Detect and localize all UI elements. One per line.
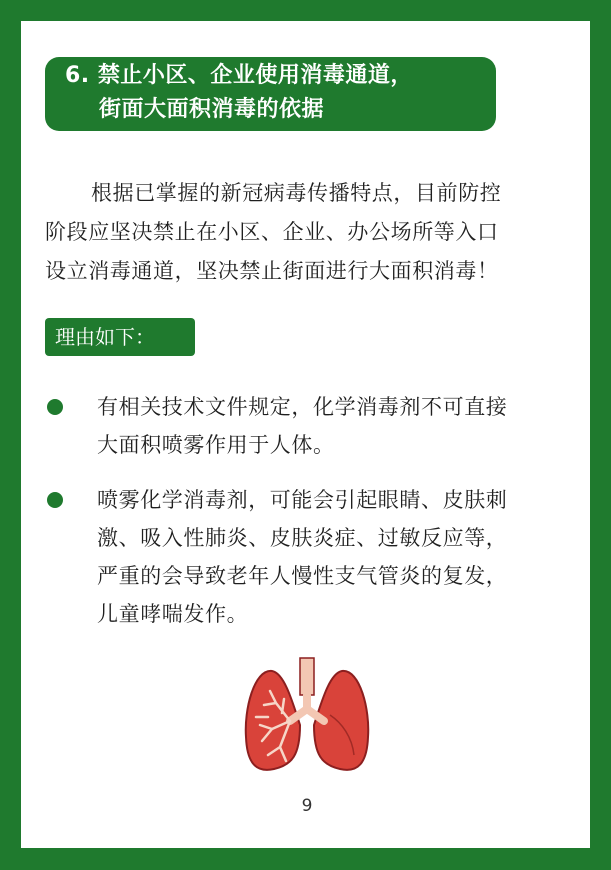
bullet-line: 有相关技术文件规定，化学消毒剂不可直接 [97, 395, 508, 419]
page-number: 9 [301, 796, 313, 816]
section-heading-line-2: 街面大面积消毒的依据 [99, 97, 325, 122]
section-heading-box [45, 57, 496, 131]
intro-line: 根据已掌握的新冠病毒传播特点，目前防控 [91, 181, 502, 205]
bullet-dot-icon [47, 399, 63, 415]
bullet-line: 激、吸入性肺炎、皮肤炎症、过敏反应等， [97, 526, 508, 550]
bullet-line: 大面积喷雾作用于人体。 [97, 433, 335, 457]
bullet-line: 严重的会导致老年人慢性支气管炎的复发， [97, 564, 508, 588]
section-heading-line-1: 6. 禁止小区、企业使用消毒通道， [65, 63, 413, 88]
bullet-item-1 [97, 388, 577, 464]
intro-line: 阶段应坚决禁止在小区、企业、办公场所等入口 [45, 220, 499, 244]
bullet-dot-icon [47, 492, 63, 508]
page-frame-right [590, 0, 611, 870]
page-frame-left [0, 0, 21, 870]
reasons-label: 理由如下： [45, 318, 195, 356]
intro-paragraph [45, 174, 575, 291]
bullet-line: 儿童哮喘发作。 [97, 602, 249, 626]
bullet-item-2 [97, 481, 577, 633]
bullet-line: 喷雾化学消毒剂，可能会引起眼睛、皮肤刺 [97, 488, 508, 512]
lungs-icon [242, 655, 372, 775]
page-frame-bottom [0, 848, 611, 870]
page-frame-top [0, 0, 611, 21]
intro-line: 设立消毒通道，坚决禁止街面进行大面积消毒！ [45, 259, 499, 283]
